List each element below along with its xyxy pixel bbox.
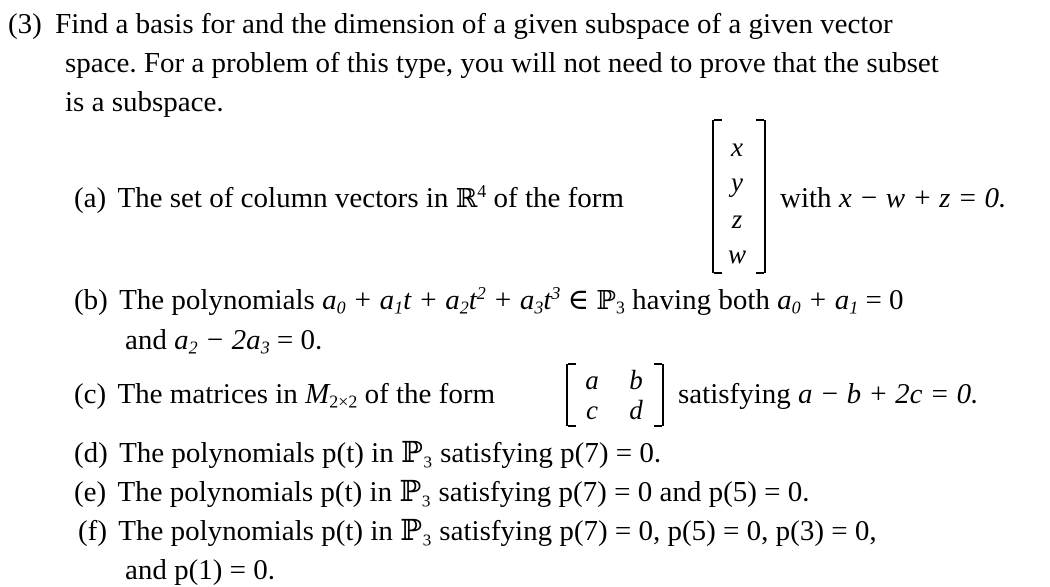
problem-intro-line-2: space. For a problem of this type, you will not need to prove that the subset bbox=[65, 47, 939, 79]
part-a-condition bbox=[780, 184, 1006, 213]
part-a bbox=[74, 181, 624, 214]
part-e-text: The polynomials p(t) in ℙ₃ satisfying p(7) = 0 and p(5) = 0. bbox=[117, 476, 810, 508]
part-e-label: (e) bbox=[74, 476, 107, 508]
part-c-condition-equation: a − b + 2c = 0. bbox=[798, 378, 979, 410]
vector-entry-y: y bbox=[731, 167, 743, 197]
part-b-condition-2: $a_2 - 2a_3$ bbox=[174, 324, 270, 358]
part-b-label: (b) bbox=[74, 284, 108, 316]
part-f-text-line-1: The polynomials p(t) in ℙ₃ satisfying p(7) = 0, p(5) = 0, p(3) = 0, bbox=[118, 515, 877, 547]
part-b-line-2 bbox=[125, 324, 323, 358]
part-c-space-subscript: 2×2 bbox=[329, 391, 358, 412]
part-b-condition-2-end: = 0. bbox=[269, 324, 323, 356]
vector-entry-z: z bbox=[731, 204, 743, 234]
part-f-label: (f) bbox=[78, 515, 107, 547]
part-a-condition-prefix: with bbox=[780, 182, 839, 214]
matrix-entry-b: b bbox=[629, 365, 643, 395]
vector-entry-x: x bbox=[731, 132, 743, 162]
part-b-line-2-prefix: and bbox=[125, 324, 175, 356]
part-a-label: (a) bbox=[74, 182, 107, 214]
part-b-polynomial: $a_0 + a_1t + a_2t^2 + a_3t^3$ bbox=[322, 283, 561, 318]
part-c-label: (c) bbox=[74, 378, 107, 410]
part-b-poly-tail: having both bbox=[624, 284, 778, 316]
part-a-field-symbol: ℝ bbox=[455, 184, 478, 214]
matrix-entry-c: c bbox=[586, 395, 598, 425]
part-b-condition-1: $a_0 + a_1$ bbox=[777, 284, 859, 318]
part-a-exponent: 4 bbox=[477, 181, 487, 202]
part-c-text-before: The matrices in bbox=[117, 378, 306, 410]
problem-number: (3) bbox=[8, 8, 42, 40]
part-c-text-after: of the form bbox=[357, 378, 496, 410]
part-d-text: The polynomials p(t) in ℙ₃ satisfying p(7) = 0. bbox=[119, 437, 662, 469]
problem-intro-line-3: is a subspace. bbox=[65, 86, 224, 118]
part-f-text-line-2: and p(1) = 0. bbox=[125, 554, 276, 586]
part-a-condition-equation: x − w + z = 0. bbox=[838, 182, 1007, 214]
part-b-space-symbol: ℙ bbox=[596, 286, 616, 316]
problem-intro-line-1: Find a basis for and the dimension of a given subspace of a given vector bbox=[55, 8, 893, 40]
part-a-text-after: of the form bbox=[486, 182, 624, 214]
vector-entry-w: w bbox=[727, 239, 746, 269]
part-d bbox=[74, 439, 661, 468]
part-a-text-before: The set of column vectors in bbox=[117, 182, 456, 214]
part-b: (b) The polynomials $a_0 + a_1t + a_2t^2 + a_3t^3$ ∈ ℙ$_3$ having both $a_0 + a_1 = 0$ bbox=[74, 283, 904, 318]
part-c-space: M bbox=[305, 378, 330, 410]
part-c-condition-prefix: satisfying bbox=[678, 378, 799, 410]
part-a-column-vector bbox=[712, 120, 766, 273]
problem-header bbox=[8, 10, 893, 39]
part-e bbox=[74, 478, 810, 507]
part-c-condition bbox=[678, 380, 978, 409]
part-b-text-before: The polynomials bbox=[119, 284, 323, 316]
matrix-entry-d: d bbox=[629, 395, 643, 425]
part-c bbox=[74, 378, 496, 412]
matrix-entry-a: a bbox=[585, 365, 599, 395]
part-f bbox=[74, 517, 877, 546]
part-c-matrix bbox=[566, 364, 664, 426]
part-d-label: (d) bbox=[74, 437, 108, 469]
